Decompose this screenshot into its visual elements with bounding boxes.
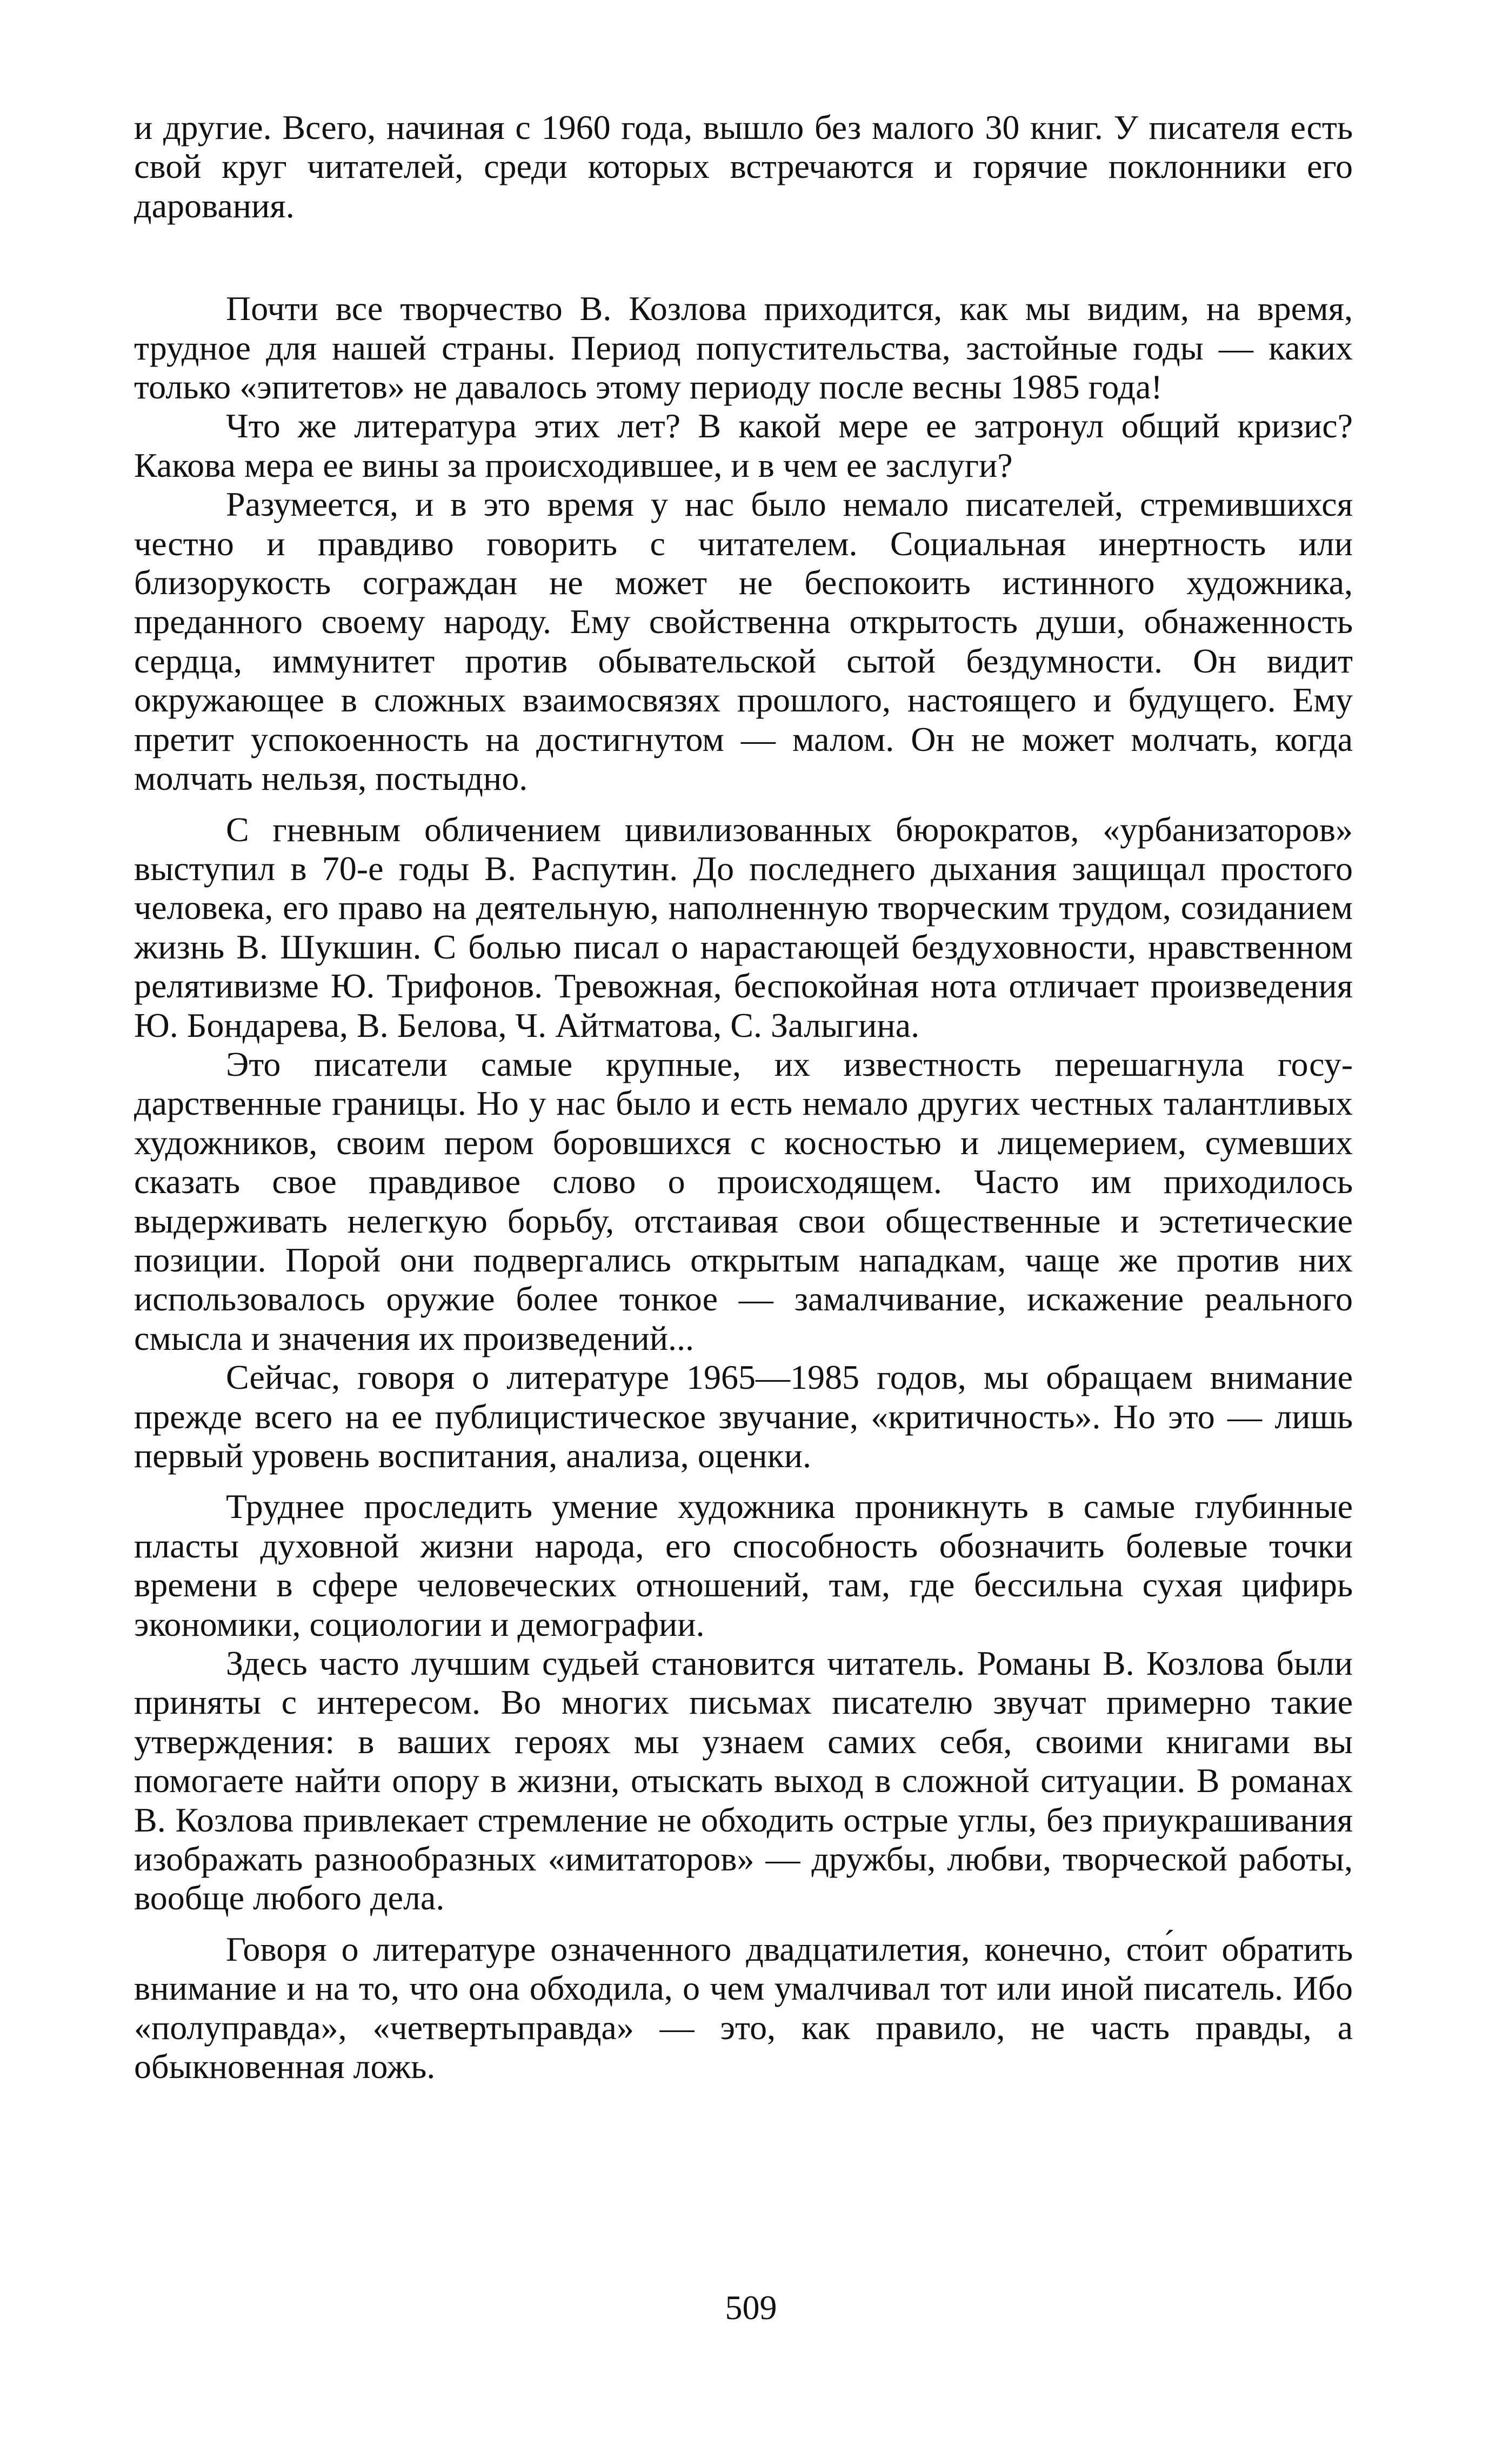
paragraph-7: Сейчас, говоря о литературе 1965—1985 годов, мы обращаем внимание прежде всего на ее публицистическое звучание, «критичность». Но это — лишь первый уровень воспитания, анализа, оценки. <box>134 1358 1353 1475</box>
paragraph-4: Разумеется, и в это время у нас было немало писателей, стремившихся честно и правдиво говорить с читателем. Социальная инертность или близорукость сограждан не может не беспокоить истинного художника, преданного своему народу. Ему свойственна открытость души, обнаженность сердца, иммунитет против обывательской сытой бездумности. Он видит окружающее в сложных взаимосвязях прошлого, настоящего и будущего. Ему претит успокоенность на достигнутом — малом. Он не может молчать, когда молчать нельзя, постыдно. <box>134 485 1353 798</box>
page-text-block <box>134 108 1353 2087</box>
paragraph-3: Что же литература этих лет? В какой мере ее затронул общий кризис? Какова мера ее вины за происходившее, и в чем ее заслуги? <box>134 407 1353 484</box>
paragraph-9: Здесь часто лучшим судьей становится читатель. Романы В. Козлова были приняты с интересом. Во многих письмах писателю звучат примерно такие утверждения: в ваших героях мы узнаем самих себя, своими книгами вы помогаете найти опору в жизни, отыскать выход в сложной ситуации. В романах В. Козлова привлекает стремление не обходить острые углы, без приукрашивания изображать разнообразных «имитаторов» — дружбы, любви, творческой работы, вообще любого дела. <box>134 1644 1353 1917</box>
paragraph-2: Почти все творчество В. Козлова приходится, как мы видим, на время, трудное для нашей страны. Период попустительства, застойные годы — каких только «эпитетов» не давалось этому периоду после весны 1985 года! <box>134 289 1353 407</box>
paragraph-10: Говоря о литературе означенного двадцатилетия, конечно, сто́ит обратить внимание и на то, что она обходила, о чем умалчивал тот или иной писатель. Ибо «полуправда», «четвертьправда» — это, как правило, не часть правды, а обыкновенная ложь. <box>134 1929 1353 2086</box>
paragraph-6: Это писатели самые крупные, их известность перешагнула государственные границы. Но у нас было и есть немало других честных талантливых художников, своим пером боровшихся с косностью и лицемерием, сумевших сказать свое правдивое слово о происходящем. Часто им приходилось выдерживать нелегкую борьбу, отстаивая свои общественные и эстетические позиции. Порой они подвергались открытым нападкам, чаще же против них использовалось оружие более тонкое — замалчивание, искажение реального смысла и значения их произведений... <box>134 1044 1353 1357</box>
paragraph-5: С гневным обличением цивилизованных бюрократов, «урбанизаторов» выступил в 70-е годы В. Распутин. До последнего дыхания защищал простого человека, его право на деятельную, наполненную творческим трудом, созиданием жизнь В. Шукшин. С болью писал о нарастающей бездуховности, нравственном релятивизме Ю. Трифонов. Тревожная, беспокойная нота отличает произведения Ю. Бондарева, В. Белова, Ч. Айтматова, С. Залыгина. <box>134 810 1353 1044</box>
paragraph-1: и другие. Всего, начиная с 1960 года, вышло без малого 30 книг. У писателя есть свой круг читателей, среди которых встречаются и горячие поклонники его дарования. <box>134 108 1353 225</box>
page-number: 509 <box>725 2288 777 2327</box>
paragraph-8: Труднее проследить умение художника проникнуть в самые глубинные пласты духовной жизни народа, его способность обозначить болевые точки времени в сфере человеческих отношений, там, где бессильна сухая цифирь экономики, социологии и демографии. <box>134 1487 1353 1643</box>
